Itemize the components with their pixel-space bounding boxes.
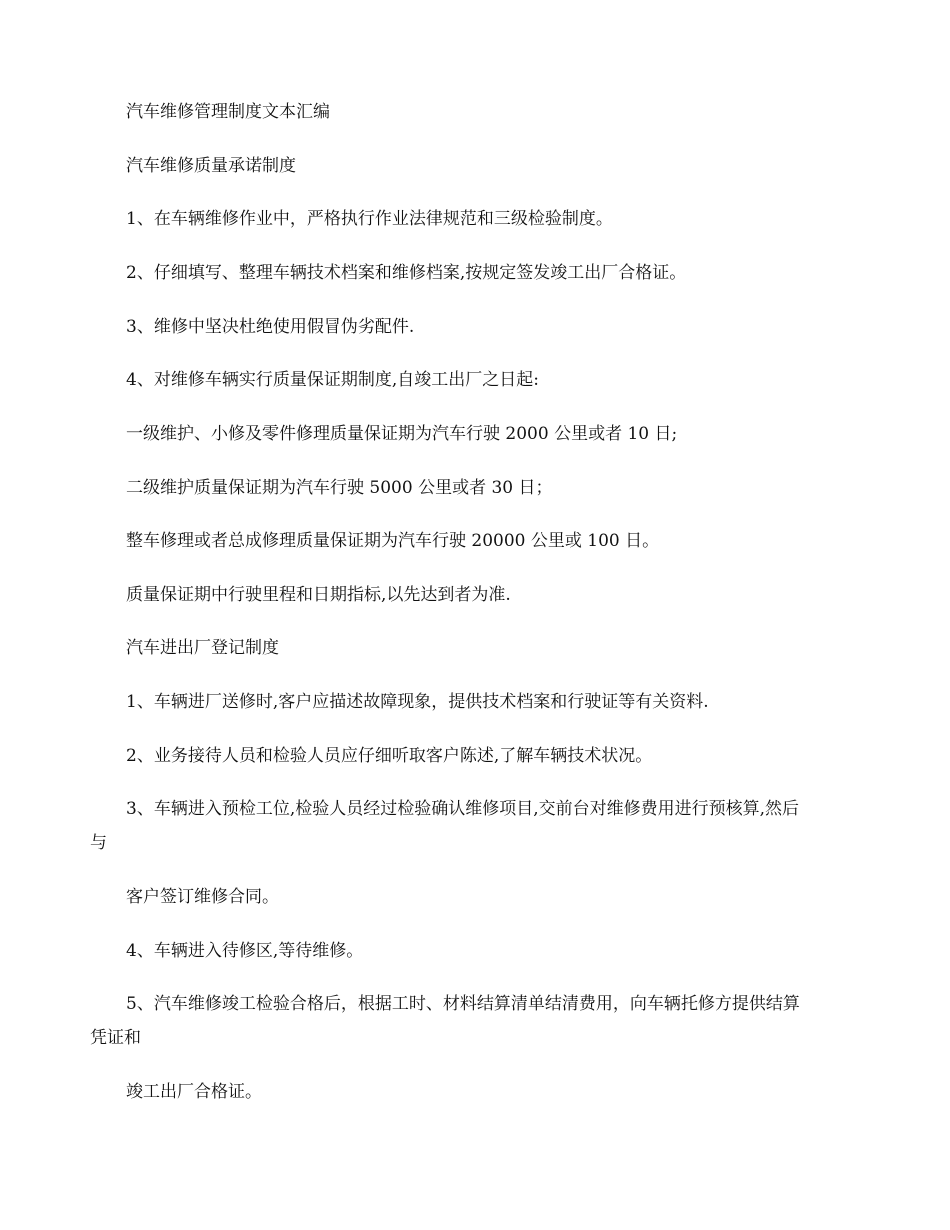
paragraph: 2、业务接待人员和检验人员应仔细听取客户陈述,了解车辆技术状况。 — [126, 746, 653, 766]
section-heading-quality-commitment: 汽车维修质量承诺制度 — [126, 156, 296, 176]
paragraph-continuation: 竣工出厂合格证。 — [126, 1082, 262, 1102]
document-title: 汽车维修管理制度文本汇编 — [126, 102, 330, 122]
paragraph: 整车修理或者总成修理质量保证期为汽车行驶 20000 公里或 100 日。 — [126, 531, 660, 551]
paragraph: 一级维护、小修及零件修理质量保证期为汽车行驶 2000 公里或者 10 日; — [126, 424, 678, 444]
paragraph: 4、对维修车辆实行质量保证期制度,自竣工出厂之日起: — [126, 370, 539, 390]
paragraph-continuation: 凭证和 — [90, 1028, 141, 1048]
paragraph-continuation: 与 — [90, 833, 107, 853]
paragraph: 3、维修中坚决杜绝使用假冒伪劣配件. — [126, 317, 415, 337]
paragraph: 1、车辆进厂送修时,客户应描述故障现象，提供技术档案和行驶证等有关资料. — [126, 692, 709, 712]
paragraph: 3、车辆进入预检工位,检验人员经过检验确认维修项目,交前台对维修费用进行预核算,然后 — [126, 799, 800, 819]
paragraph: 2、仔细填写、整理车辆技术档案和维修档案,按规定签发竣工出厂合格证。 — [126, 263, 687, 283]
paragraph: 二级维护质量保证期为汽车行驶 5000 公里或者 30 日； — [126, 478, 553, 498]
paragraph: 质量保证期中行驶里程和日期指标,以先达到者为准. — [126, 585, 511, 605]
section-heading-entry-exit-registration: 汽车进出厂登记制度 — [126, 638, 279, 658]
paragraph: 1、在车辆维修作业中，严格执行作业法律规范和三级检验制度。 — [126, 209, 613, 229]
paragraph-continuation: 客户签订维修合同。 — [126, 887, 279, 907]
paragraph: 4、车辆进入待修区,等待维修。 — [126, 941, 364, 961]
paragraph: 5、汽车维修竣工检验合格后，根据工时、材料结算清单结清费用，向车辆托修方提供结算 — [126, 994, 800, 1014]
